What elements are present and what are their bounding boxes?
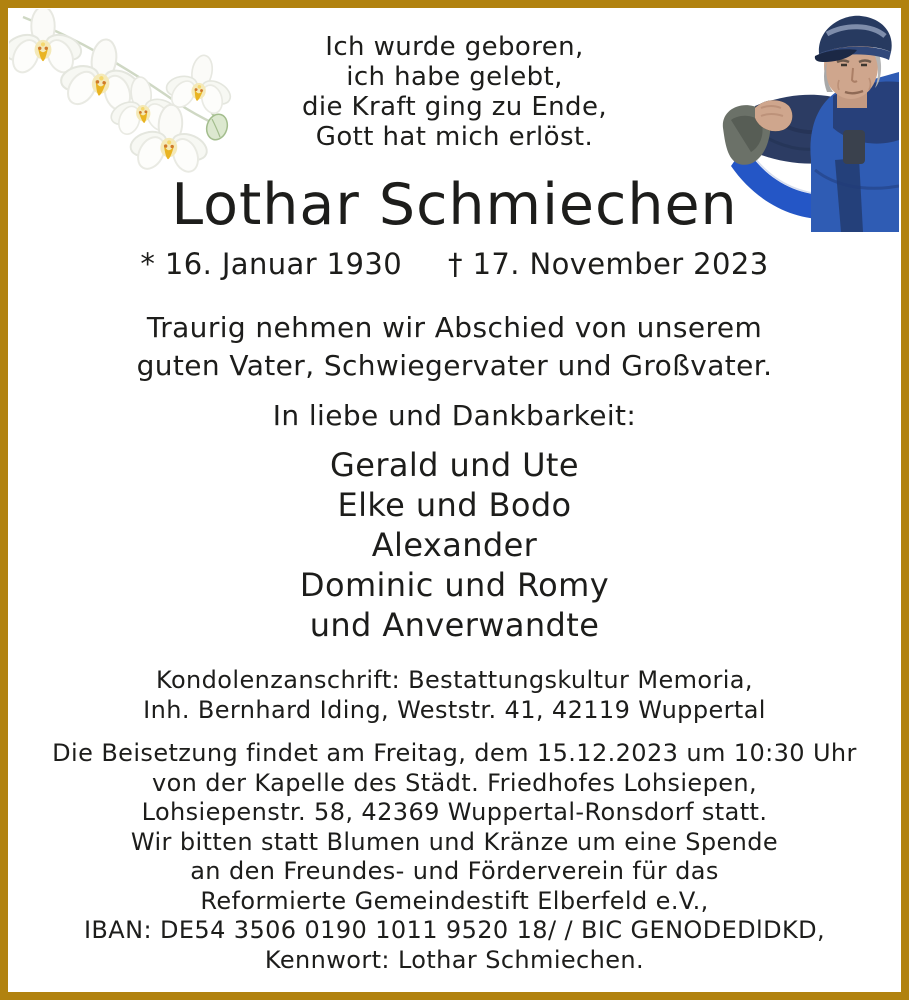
funeral-line: Lohsiepenstr. 58, 42369 Wuppertal-Ronsdorf statt. [141,798,768,826]
mourner: Gerald und Ute [330,446,579,484]
mourner: Dominic und Romy [299,566,610,604]
funeral-line: Die Beisetzung findet am Freitag, dem 15.12.2023 um 10:30 Uhr [52,739,857,767]
deceased-name: Lothar Schmiechen [171,172,738,238]
birth-date: * 16. Januar 1930 [140,247,403,281]
death-date: † 17. November 2023 [448,247,769,281]
farewell-line: guten Vater, Schwiegervater und Großvater. [136,349,773,382]
condolence-line: Inh. Bernhard Iding, Weststr. 41, 42119 Wuppertal [143,696,766,724]
mourners-list [8,445,901,645]
farewell-text [8,309,901,385]
funeral-line: IBAN: DE54 3506 0190 1011 9520 18/ / BIC GENODEDlDKD, [83,916,826,944]
poem-line: die Kraft ging zu Ende, [301,92,608,122]
poem-line: Gott hat mich erlöst. [315,122,594,152]
mourner: Alexander [371,526,538,564]
condolence-line: Kondolenzanschrift: Bestattungskultur Memoria, [156,666,753,694]
gratitude-line: In liebe und Dankbarkeit: [272,399,637,432]
farewell-line: Traurig nehmen wir Abschied von unserem [146,311,763,344]
life-dates [8,247,901,281]
poem [8,32,901,152]
mourner: Elke und Bodo [337,486,572,524]
funeral-line: Wir bitten statt Blumen und Kränze um eine Spende [130,827,779,856]
poem-line: ich habe gelebt, [346,62,563,92]
poem-line: Ich wurde geboren, [325,32,584,62]
funeral-line: von der Kapelle des Städt. Friedhofes Lohsiepen, [151,768,758,797]
funeral-line: Kennwort: Lothar Schmiechen. [264,945,645,974]
mourner: und Anverwandte [309,606,600,644]
notice-text [8,8,901,975]
funeral-line: an den Freundes- und Förderverein für das [190,857,719,885]
condolence-address [8,665,901,725]
funeral-line: Reformierte Gemeindestift Elberfeld e.V., [200,886,709,915]
funeral-details [8,739,901,975]
